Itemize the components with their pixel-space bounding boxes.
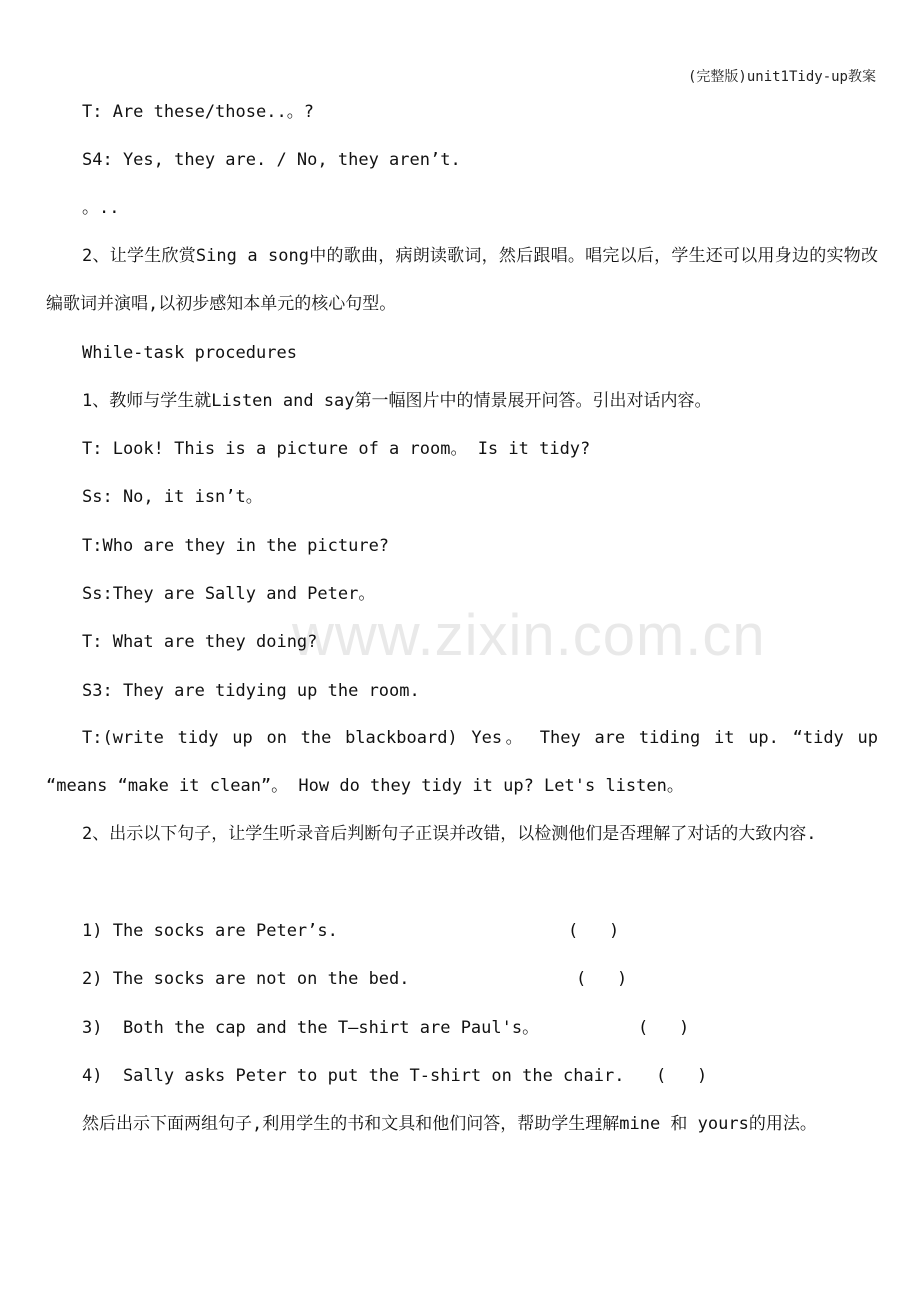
answer-bracket: ( ): [638, 1018, 690, 1038]
watermark: www.zixin.com.cn: [292, 603, 766, 668]
list-item: 1) The socks are Peter’s.: [82, 921, 338, 941]
dialogue-line: T: What are they doing?: [82, 632, 318, 652]
section-heading: While-task procedures: [82, 343, 297, 363]
dialogue-line: S4: Yes, they are. / No, they aren’t.: [82, 150, 461, 170]
dialogue-line: T:Who are they in the picture?: [82, 536, 390, 556]
ellipsis-line: 。..: [82, 198, 120, 218]
paragraph-sing-a-song: 2、让学生欣赏Sing a song中的歌曲，病朗读歌词，然后跟唱。唱完以后，学生还可以用身边的实物改编歌词并演唱,以初步感知本单元的核心句型。: [46, 246, 878, 314]
answer-bracket: ( ): [568, 921, 620, 941]
list-item: 2) The socks are not on the bed.: [82, 969, 410, 989]
paragraph-mine-yours: 然后出示下面两组句子,利用学生的书和文具和他们问答，帮助学生理解mine 和 yours的用法。: [82, 1114, 817, 1134]
paragraph-tidy-up: T:(write tidy up on the blackboard) Yes。 They are tiding it up. “tidy up “means “make it clean”。 How do they tidy it up? Let's listen。: [46, 728, 878, 796]
answer-bracket: ( ): [576, 969, 628, 989]
dialogue-line: Ss: No, it isn’t。: [82, 487, 263, 507]
list-item: 4) Sally asks Peter to put the T-shirt on the chair.: [82, 1066, 625, 1086]
dialogue-line: T: Are these/those..。?: [82, 102, 314, 122]
instruction-line: 1、教师与学生就Listen and say第一幅图片中的情景展开问答。引出对话内容。: [82, 391, 712, 411]
dialogue-line: S3: They are tidying up the room.: [82, 681, 420, 701]
paragraph-judge-sentences: 2、出示以下句子，让学生听录音后判断句子正误并改错，以检测他们是否理解了对话的大致内容.: [82, 824, 817, 844]
dialogue-line: T: Look! This is a picture of a room。 Is it tidy?: [82, 439, 591, 459]
answer-bracket: ( ): [656, 1066, 708, 1086]
list-item: 3) Both the cap and the T—shirt are Paul's。: [82, 1018, 540, 1038]
document-header: (完整版)unit1Tidy-up教案: [687, 69, 876, 85]
dialogue-line: Ss:They are Sally and Peter。: [82, 584, 376, 604]
